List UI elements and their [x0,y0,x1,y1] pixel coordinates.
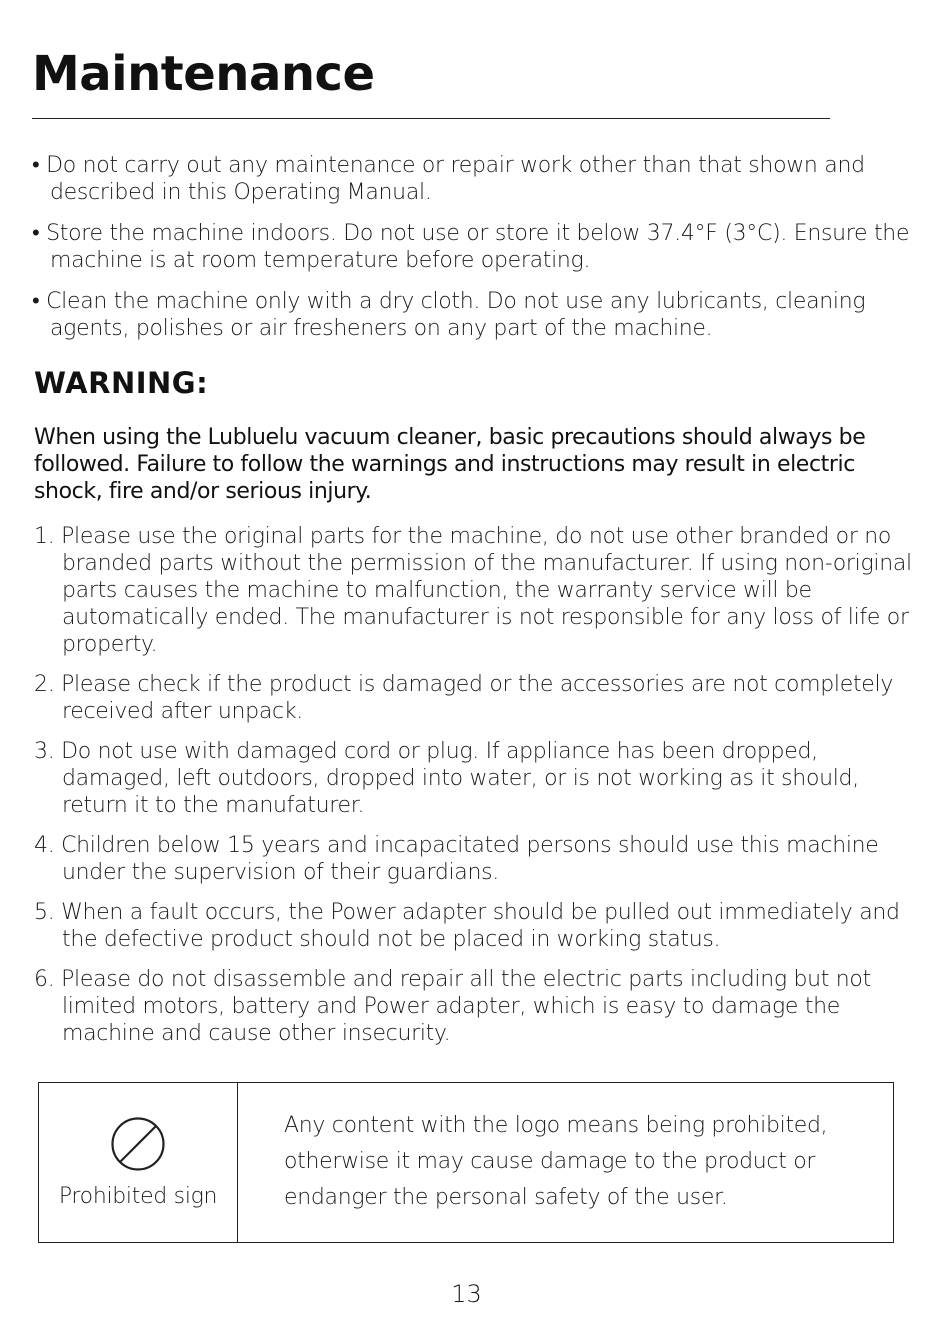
maintenance-item [32,152,912,206]
warning-intro: When using the Lubluelu vacuum cleaner, basic precautions should always be followed. Failure to follow the warnings and instructions may result in electric shock, fire and/or serious injury. [34,425,866,504]
warning-heading: WARNING: [34,366,209,400]
maintenance-item-text: Clean the machine only with a dry cloth. Do not use any lubricants, cleaning agents, polishes or air fresheners on any part of the machine. [46,289,866,341]
maintenance-item [32,220,912,274]
maintenance-item-text: Do not carry out any maintenance or repair work other than that shown and described in this Operating Manual. [46,153,865,205]
page-title: Maintenance [32,46,375,102]
prohibited-sign-cell [39,1083,238,1242]
maintenance-item [32,288,912,342]
warning-item: 3. Do not use with damaged cord or plug. If appliance has been dropped, damaged, left outdoors, dropped into water, or is not working as it should, return it to the manufaturer. [34,739,859,818]
warning-item: 2. Please check if the product is damaged or the accessories are not completely received after unpack. [34,672,894,724]
bullet-mark: • [32,153,40,178]
warning-item: 1. Please use the original parts for the machine, do not use other branded or no branded parts without the permission of the manufacturer. If using non-original parts causes the machine to malfunction, the warranty service will be automatically ended. The manufacturer is not responsible for any loss of life or property. [34,524,912,657]
bullet-mark: • [32,289,40,314]
title-divider [32,118,830,119]
warning-item: 4. Children below 15 years and incapacitated persons should use this machine under the supervision of their guardians. [34,833,879,885]
warning-item: 6. Please do not disassemble and repair all the electric parts including but not limited motors, battery and Power adapter, which is easy to damage the machine and cause other insecurity. [34,967,871,1046]
warning-item: 5. When a fault occurs, the Power adapter should be pulled out immediately and the defective product should not be placed in working status. [34,900,900,952]
warning-list [34,523,914,1060]
prohibited-sign-description: Any content with the logo means being prohibited, otherwise it may cause damage to the product or endanger the personal safety of the user. [284,1113,828,1210]
prohibited-icon [110,1116,166,1172]
prohibited-sign-label: Prohibited sign [58,1184,218,1209]
maintenance-list [32,152,912,356]
maintenance-item-text: Store the machine indoors. Do not use or store it below 37.4°F (3°C). Ensure the machine is at room temperature before operating. [46,221,910,273]
prohibited-sign-table [38,1082,894,1243]
bullet-mark: • [32,221,40,246]
page-number: 13 [451,1280,482,1308]
